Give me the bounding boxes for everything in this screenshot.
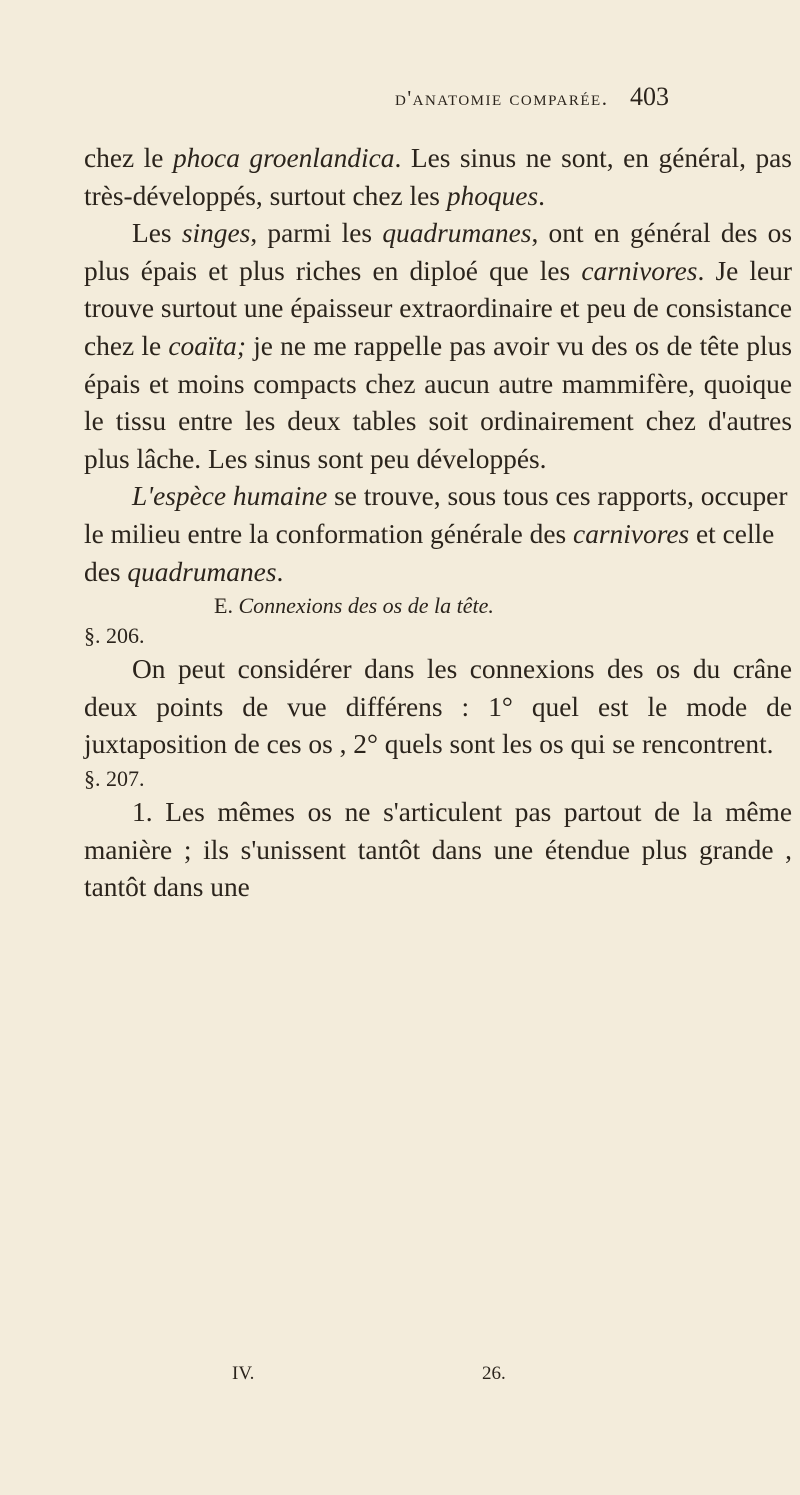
- section-letter: E.: [214, 593, 233, 619]
- italic-term: phoca groenlandica: [172, 143, 395, 173]
- running-header: [395, 82, 775, 111]
- text-run: , ont en général des os plus épais et plus riches en diploé que les: [84, 218, 792, 286]
- paragraph-number-207: §. 207.: [84, 765, 145, 791]
- text-run: je ne me rappelle pas avoir vu des os de tête plus épais et moins compacts chez aucun autre mammifère, quoique le tissu entre les deux tables soit ordinairement chez d'autres plus lâche. Les sinus sont peu développés.: [84, 330, 792, 474]
- text-run: .: [276, 556, 284, 587]
- volume-signature: IV.: [232, 1363, 255, 1384]
- italic-term: phoques: [446, 180, 539, 211]
- sheet-number: 26.: [482, 1363, 506, 1384]
- paragraph-4: On peut considérer dans les connexions des os du crâne deux points de vue différens : 1° quel est le mode de juxtaposition de ces os , 2° quels sont les os qui se rencontrent.: [84, 654, 792, 760]
- paragraph-number-206: §. 206.: [84, 623, 145, 649]
- text-run: Les: [132, 218, 182, 249]
- paragraph-3: [84, 478, 792, 591]
- text-run: , parmi les: [250, 218, 383, 249]
- text-run: se trouve, sous tous ces rapports, occuper le milieu entre la conformation générale des: [84, 481, 788, 549]
- italic-term: coaïta;: [168, 330, 246, 361]
- italic-term: carnivores: [581, 255, 698, 286]
- paragraph-2: [84, 215, 792, 478]
- text-run: . Les sinus ne sont, en général, pas très-développés, surtout chez les: [84, 143, 792, 211]
- text-run: . Je leur trouve surtout une épaisseur extraordinaire et peu de consistance chez le: [84, 255, 792, 361]
- body-text: [84, 140, 792, 907]
- section-title: Connexions des os de la tête.: [238, 593, 494, 619]
- italic-term: carnivores: [573, 518, 690, 549]
- text-run: et celle des: [84, 518, 775, 587]
- page-number: 403: [630, 82, 669, 111]
- paragraph-5: 1. Les mêmes os ne s'articulent pas partout de la même manière ; ils s'unissent tantôt dans une étendue plus grande , tantôt dans une: [84, 796, 792, 903]
- italic-term: singes: [181, 218, 251, 249]
- section-heading-e: [84, 591, 792, 621]
- text-run: chez le: [84, 143, 173, 173]
- running-title: d'anatomie comparée.: [395, 86, 609, 110]
- italic-term: quadrumanes: [382, 218, 532, 249]
- paragraph-1: [84, 140, 792, 215]
- italic-term: quadrumanes: [127, 556, 277, 587]
- text-run: .: [538, 180, 545, 211]
- italic-term: L'espèce humaine: [132, 481, 328, 512]
